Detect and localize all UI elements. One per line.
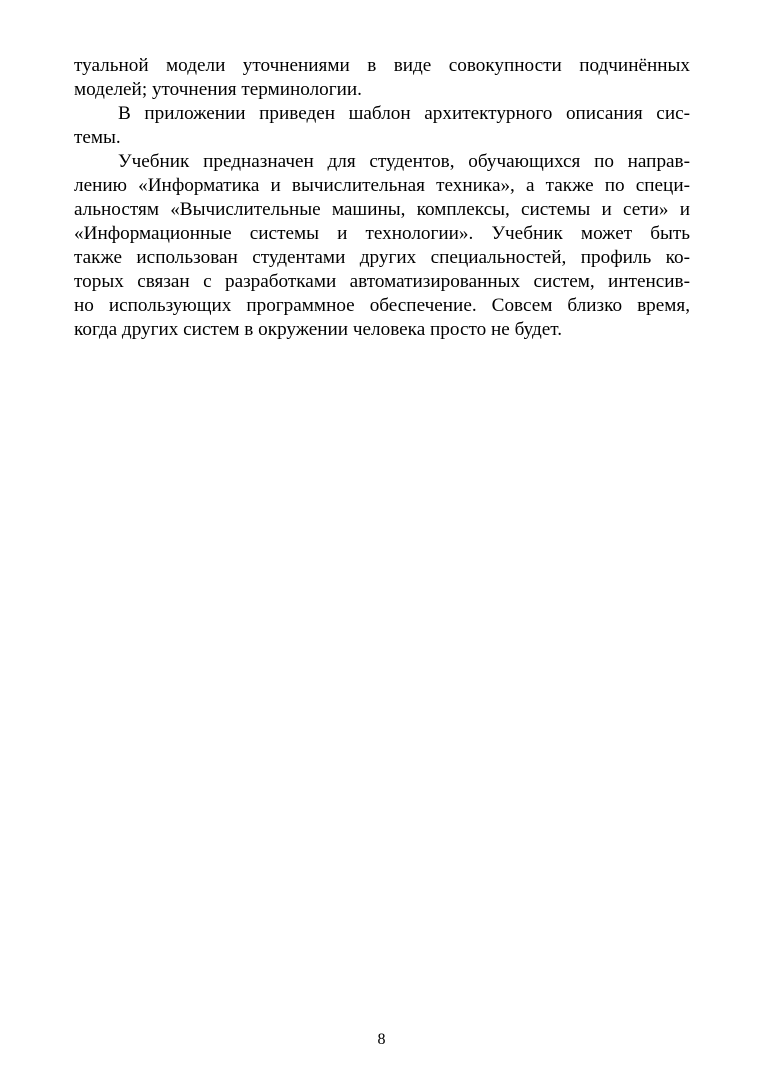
body-text	[74, 54, 690, 342]
text-line: Учебник предназначен для студентов, обучающихся по направ-	[118, 151, 690, 172]
text-line: В приложении приведен шаблон архитектурного описания сис-	[118, 103, 690, 124]
text-line: лению «Информатика и вычислительная техника», а также по специ-	[74, 175, 690, 196]
text-line: темы.	[74, 127, 121, 148]
page-number: 8	[377, 1031, 386, 1048]
text-line: но использующих программное обеспечение. Совсем близко время,	[74, 295, 690, 316]
text-line: торых связан с разработками автоматизированных систем, интенсив-	[74, 271, 690, 292]
text-line: моделей; уточнения терминологии.	[74, 79, 362, 100]
paragraph	[74, 54, 690, 102]
text-line: «Информационные системы и технологии». Учебник может быть	[74, 223, 690, 244]
text-line: когда других систем в окружении человека просто не будет.	[74, 319, 563, 340]
paragraph	[74, 102, 690, 150]
paragraph	[74, 150, 690, 342]
text-line: также использован студентами других специальностей, профиль ко-	[74, 247, 690, 268]
text-line: туальной модели уточнениями в виде совокупности подчинённых	[74, 55, 690, 76]
text-line: альностям «Вычислительные машины, комплексы, системы и сети» и	[74, 199, 690, 220]
